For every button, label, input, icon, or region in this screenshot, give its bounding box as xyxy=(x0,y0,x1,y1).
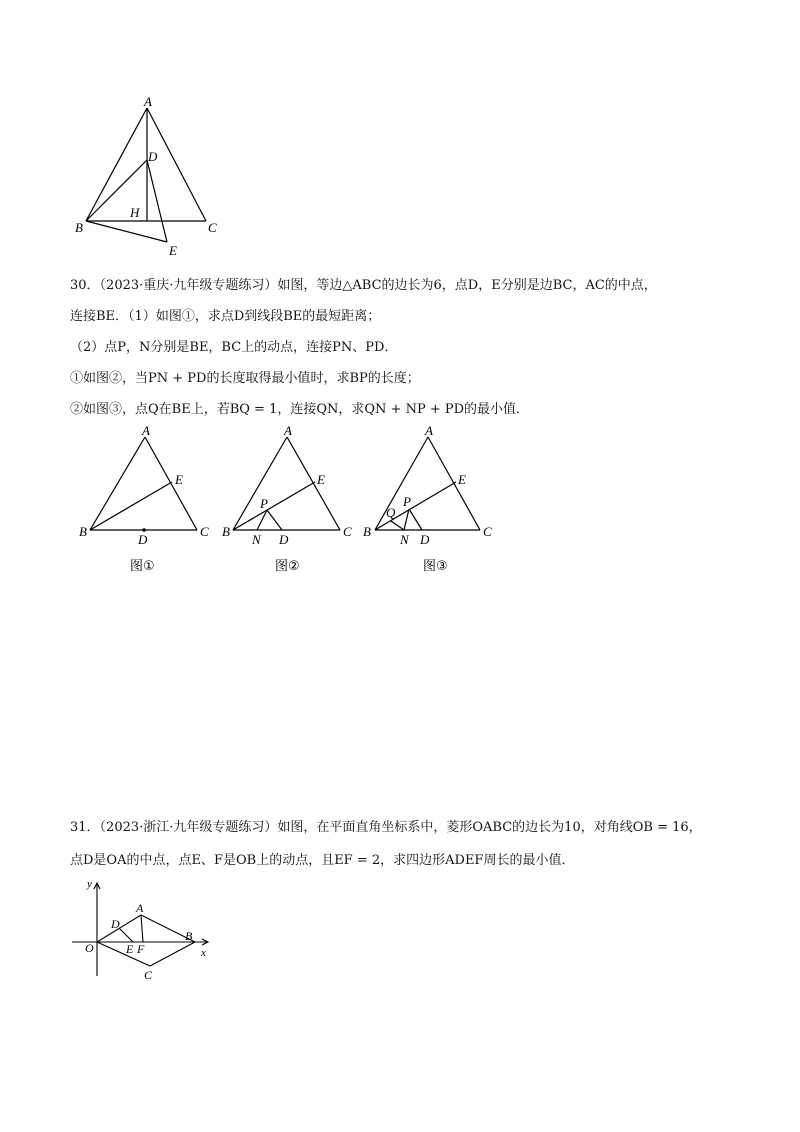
q31-label-F: F xyxy=(137,942,145,956)
fig2-label-N: N xyxy=(252,532,261,547)
fig3-label-Q: Q xyxy=(386,505,396,520)
fig3-caption: 图③ xyxy=(423,559,448,574)
q30-line-2: 连接BE．（1）如图①，求点D到线段BE的最短距离； xyxy=(70,309,381,324)
fig3-label-N: N xyxy=(400,532,409,547)
fig2-label-B: B xyxy=(222,524,230,539)
label-A: A xyxy=(144,95,152,109)
q30-line-4: ①如图②，当PN + PD的长度取得最小值时，求BP的长度； xyxy=(70,371,420,386)
fig3-label-A: A xyxy=(425,423,433,438)
fig1-label-E: E xyxy=(175,472,183,487)
label-B: B xyxy=(75,220,83,235)
q31-label-y: y xyxy=(87,878,92,890)
fig1-label-A: A xyxy=(142,423,150,438)
label-D: D xyxy=(148,149,158,164)
fig1-label-B: B xyxy=(79,524,87,539)
fig2-label-E: E xyxy=(317,472,325,487)
q30-figures xyxy=(70,420,510,580)
q31-label-A: A xyxy=(136,901,144,915)
fig1-label-C: C xyxy=(200,524,209,539)
q31-label-C: C xyxy=(144,968,153,982)
q30-line-5: ②如图③，点Q在BE上，若BQ = 1，连接QN，求QN + NP + PD的最小值． xyxy=(70,402,530,417)
fig1-label-D: D xyxy=(138,532,148,547)
fig2-label-P: P xyxy=(260,496,268,511)
q31-label-x: x xyxy=(201,947,206,959)
fig2-label-A: A xyxy=(284,423,292,438)
fig3-label-C: C xyxy=(483,524,492,539)
q31-line-2: 点D是OA的中点，点E、F是OB上的动点，且EF = 2，求四边形ADEF周长的最小值． xyxy=(70,853,575,868)
label-C: C xyxy=(208,220,217,235)
fig3-label-D: D xyxy=(420,532,430,547)
label-E: E xyxy=(169,243,177,258)
fig2-label-C: C xyxy=(343,524,352,539)
q31-label-B: B xyxy=(185,929,193,943)
fig3-label-E: E xyxy=(458,472,466,487)
fig3-label-P: P xyxy=(403,494,411,509)
q31-label-E: E xyxy=(126,942,134,956)
q31-line-1: 31．（2023·浙江·九年级专题练习）如图，在平面直角坐标系中，菱形OABC的边长为10，对角线OB = 16， xyxy=(70,820,702,835)
triangle-figure-top xyxy=(70,95,230,260)
fig1-caption: 图① xyxy=(130,559,155,574)
fig2-label-D: D xyxy=(279,532,289,547)
q30-line-1: 30．（2023·重庆·九年级专题练习）如图，等边△ABC的边长为6，点D，E分别是边BC，AC的中点， xyxy=(70,278,657,293)
label-H: H xyxy=(130,205,140,220)
q30-line-3: （2）点P，N分别是BE，BC上的动点，连接PN、PD． xyxy=(70,340,398,355)
q31-coordinate-figure xyxy=(70,876,220,986)
fig2-caption: 图② xyxy=(275,559,300,574)
fig3-label-B: B xyxy=(363,524,371,539)
q31-label-D: D xyxy=(111,917,120,931)
q31-label-O: O xyxy=(85,941,94,955)
